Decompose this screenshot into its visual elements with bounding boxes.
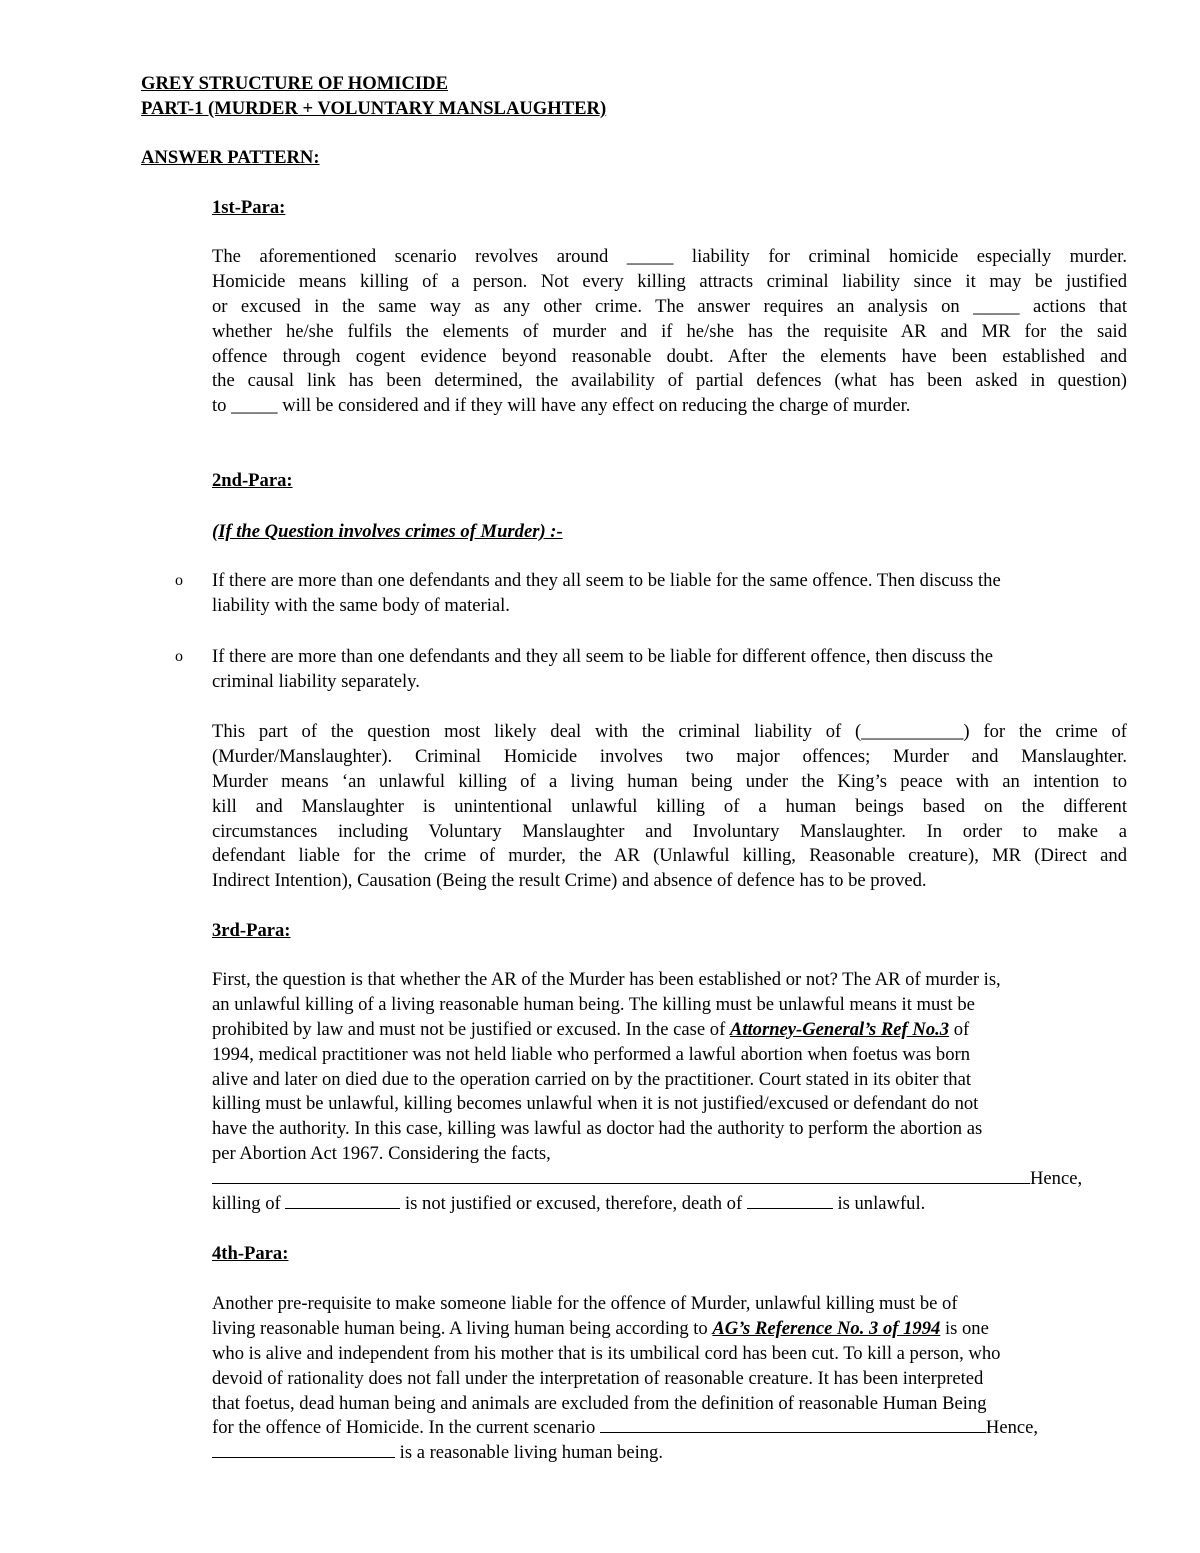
text-line: Another pre-requisite to make someone liable for the offence of Murder, unlawful killing must be of xyxy=(212,1293,958,1314)
para1-body xyxy=(212,245,1127,419)
text-segment: is one xyxy=(940,1317,989,1339)
text-line: that foetus, dead human being and animals are excluded from the definition of reasonable Human Being xyxy=(212,1392,987,1414)
text-line: First, the question is that whether the AR of the Murder has been established or not? The AR of murder is, xyxy=(212,969,1001,990)
text-line: Murder means ‘an unlawful killing of a living human being under the King’s peace with an intention to xyxy=(212,770,1127,792)
text-line: defendant liable for the crime of murder, the AR (Unlawful killing, Reasonable creature), MR (Direct and xyxy=(212,845,1127,867)
text-line: to _____ will be considered and if they will have any effect on reducing the charge of murder. xyxy=(212,395,911,417)
text-line: who is alive and independent from his mother that is its umbilical cord has been cut. To kill a person, who xyxy=(212,1342,1001,1364)
text-line: killing must be unlawful, killing becomes unlawful when it is not justified/excused or defendant do not xyxy=(212,1093,979,1115)
text-line: Homicide means killing of a person. Not every killing attracts criminal liability since it may be justified xyxy=(212,270,1127,292)
text-line: offence through cogent evidence beyond reasonable doubt. After the elements have been established and xyxy=(212,345,1127,367)
para3-body xyxy=(212,968,1127,1217)
text-line: circumstances including Voluntary Manslaughter and Involuntary Manslaughter. In order to make a xyxy=(212,820,1127,842)
text-line xyxy=(212,1317,1127,1342)
text-line: or excused in the same way as any other crime. The answer requires an analysis on _____ actions that xyxy=(212,295,1127,317)
para2-subheading: (If the Question involves crimes of Murder) :- xyxy=(212,521,563,542)
para4-heading: 4th-Para: xyxy=(212,1243,289,1264)
case-citation: Attorney-General’s Ref No.3 xyxy=(729,1018,950,1040)
fill-in-blank xyxy=(600,1416,986,1433)
text-segment: is unlawful. xyxy=(832,1193,926,1215)
para2-heading: 2nd-Para: xyxy=(212,470,293,491)
answer-pattern-heading: ANSWER PATTERN: xyxy=(141,147,320,168)
text-segment: living reasonable human being. A living human being according to xyxy=(212,1317,713,1339)
bullet-marker: o xyxy=(175,648,183,665)
bullet-item xyxy=(212,569,1127,619)
text-line: If there are more than one defendants and they all seem to be liable for different offence, then discuss the xyxy=(212,646,993,667)
fill-in-blank xyxy=(285,1192,400,1209)
text-line: This part of the question most likely deal with the criminal liability of (___________) for the crime of xyxy=(212,721,1127,742)
document-subtitle: PART-1 (MURDER + VOLUNTARY MANSLAUGHTER) xyxy=(141,98,607,119)
text-line: have the authority. In this case, killing was lawful as doctor had the authority to perform the abortion as xyxy=(212,1118,983,1140)
text-line xyxy=(212,1018,1127,1043)
text-line xyxy=(212,1167,1127,1192)
text-segment: prohibited by law and must not be justified or excused. In the case of xyxy=(212,1018,730,1040)
text-line: whether he/she fulfils the elements of murder and if he/she has the requisite AR and MR for the said xyxy=(212,320,1127,342)
text-line: devoid of rationality does not fall under the interpretation of reasonable creature. It has been interpreted xyxy=(212,1367,984,1389)
text-segment: for the offence of Homicide. In the current scenario xyxy=(212,1417,600,1439)
text-line: The aforementioned scenario revolves around _____ liability for criminal homicide especially murder. xyxy=(212,246,1127,267)
text-segment: Hence, xyxy=(1030,1168,1083,1190)
document-title: GREY STRUCTURE OF HOMICIDE xyxy=(141,73,448,94)
text-line: kill and Manslaughter is unintentional unlawful killing of a human beings based on the different xyxy=(212,795,1127,817)
text-segment: is not justified or excused, therefore, death of xyxy=(400,1193,747,1215)
para4-body xyxy=(212,1292,1127,1466)
text-line: Indirect Intention), Causation (Being the result Crime) and absence of defence has to be proved. xyxy=(212,870,927,892)
text-segment: Hence, xyxy=(985,1417,1039,1439)
bullet-marker: o xyxy=(175,572,183,589)
case-citation: AG’s Reference No. 3 of 1994 xyxy=(712,1317,941,1339)
text-line: liability with the same body of material. xyxy=(212,594,510,616)
para3-heading: 3rd-Para: xyxy=(212,920,291,941)
bullet-item xyxy=(212,645,1127,695)
text-line xyxy=(212,1441,1127,1466)
text-line: alive and later on died due to the operation carried on by the practitioner. Court stated in its obiter that xyxy=(212,1068,972,1090)
text-line: 1994, medical practitioner was not held liable who performed a lawful abortion when foetus was born xyxy=(212,1043,970,1065)
text-line xyxy=(212,1192,1127,1217)
text-segment: of xyxy=(949,1018,970,1040)
text-line: criminal liability separately. xyxy=(212,670,420,692)
fill-in-blank xyxy=(212,1441,395,1458)
text-line: (Murder/Manslaughter). Criminal Homicide involves two major offences; Murder and Manslaughter. xyxy=(212,745,1127,767)
text-line: an unlawful killing of a living reasonable human being. The killing must be unlawful means it must be xyxy=(212,993,975,1015)
text-segment: is a reasonable living human being. xyxy=(395,1442,663,1464)
para2-body xyxy=(212,720,1127,894)
text-line: the causal link has been determined, the availability of partial defences (what has been asked in question) xyxy=(212,370,1127,392)
text-line xyxy=(212,1416,1127,1441)
text-line: per Abortion Act 1967. Considering the facts, xyxy=(212,1143,551,1165)
text-line: If there are more than one defendants and they all seem to be liable for the same offence. Then discuss the xyxy=(212,570,1001,591)
para1-heading: 1st-Para: xyxy=(212,197,286,218)
fill-in-blank xyxy=(212,1167,1030,1184)
text-segment: killing of xyxy=(212,1193,286,1215)
fill-in-blank xyxy=(747,1192,833,1209)
